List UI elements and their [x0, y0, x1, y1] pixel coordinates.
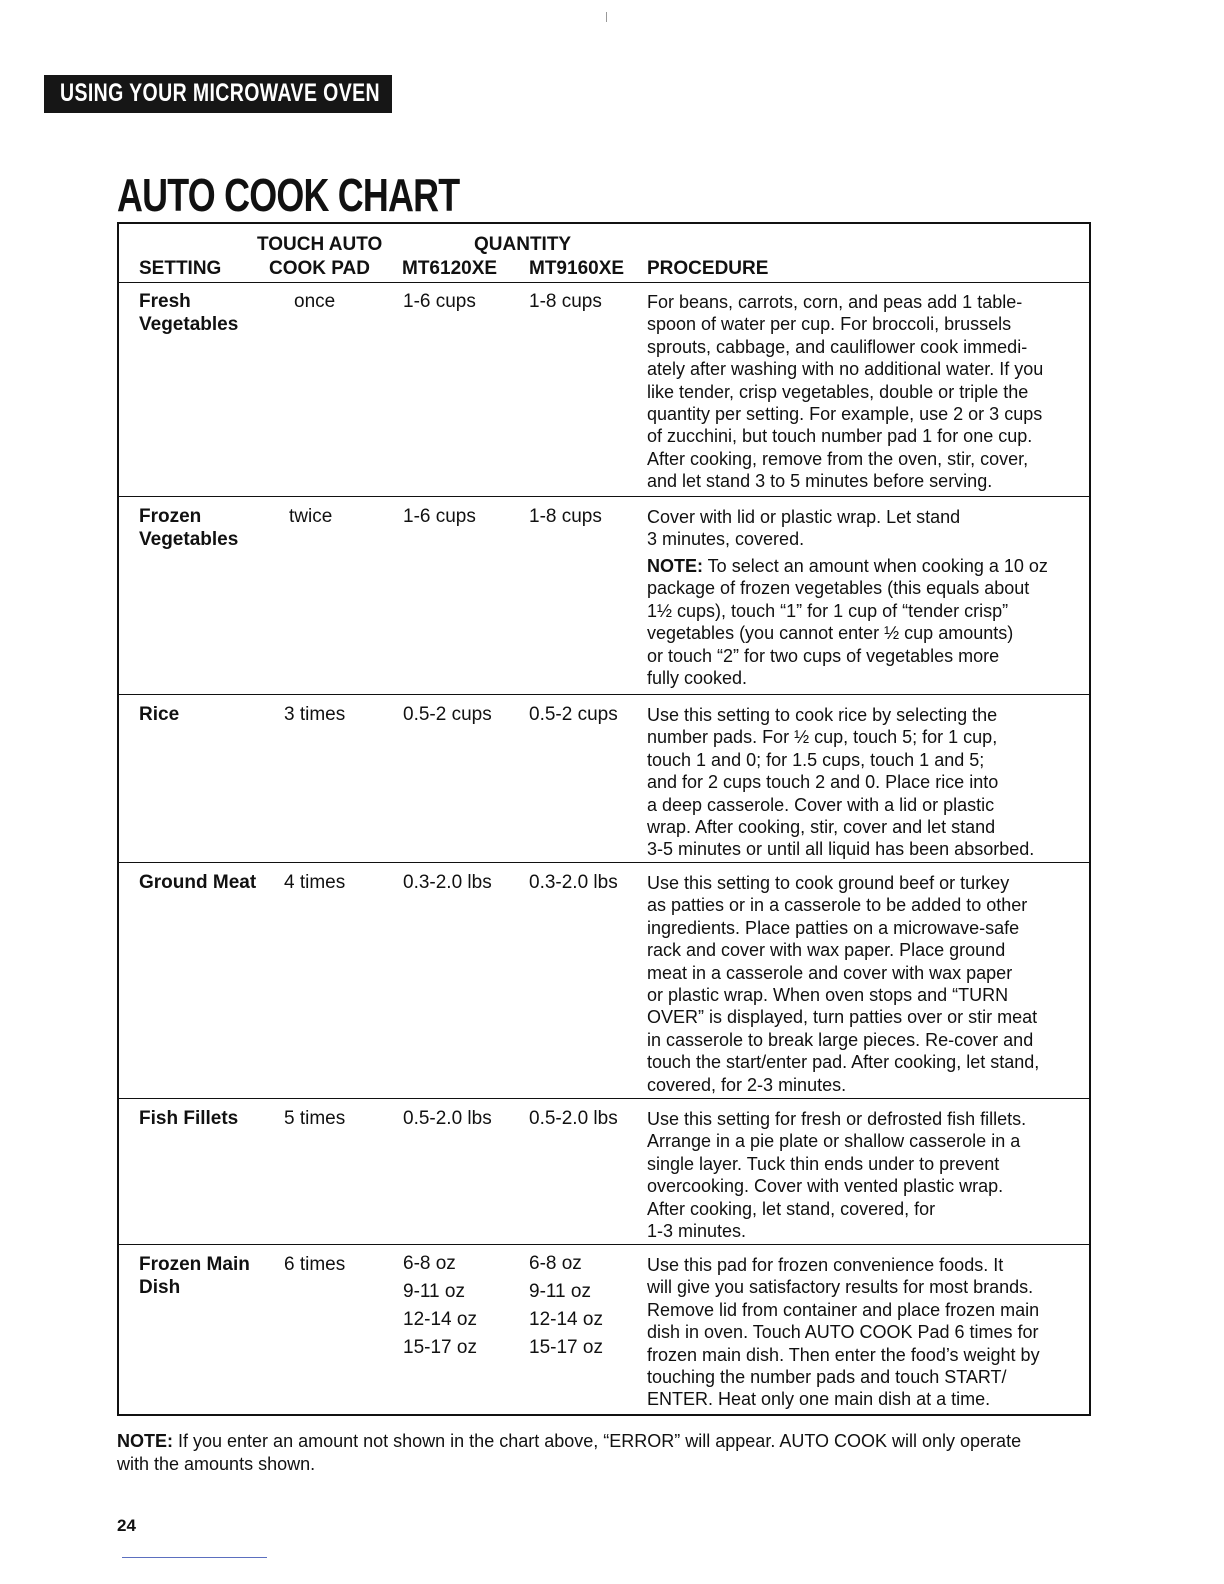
- footnote-label: NOTE:: [117, 1431, 173, 1451]
- note-text: To select an amount when cooking a 10 oz package of frozen vegetables (this equals about 1½ cups), touch “1” for 1 cup of “tender crisp” vegetables (you cannot enter ½ cup amounts) or touch “2” for two cups of vegetables more fully cooked.: [647, 556, 1048, 689]
- row-qty-b: 0.5-2 cups: [529, 704, 618, 725]
- header-model-a: MT6120XE: [402, 258, 498, 279]
- row-procedure: Use this setting for fresh or defrosted fish fillets. Arrange in a pie plate or shallow casserole in a single layer. Tuck thin ends under to prevent overcooking. Cover with vented plastic wrap. After cooking, let stand, covered, for 1-3 minutes.: [647, 1109, 1027, 1242]
- header-model-b: MT9160XE: [529, 258, 625, 279]
- row-divider: [119, 1098, 1089, 1099]
- row-pad: 6 times: [284, 1254, 346, 1275]
- row-setting: Ground Meat: [139, 872, 257, 893]
- footer-rule: [122, 1557, 267, 1558]
- row-pad: 4 times: [284, 872, 346, 893]
- row-qty-b: 0.5-2.0 lbs: [529, 1108, 618, 1129]
- qty-a-item: 15-17 oz: [403, 1337, 477, 1358]
- row-qty-a: 0.3-2.0 lbs: [403, 872, 492, 893]
- row-note: [647, 555, 1087, 689]
- header-procedure: PROCEDURE: [647, 258, 769, 279]
- header-touch-auto: TOUCH AUTO: [257, 234, 383, 255]
- section-banner: [44, 75, 392, 113]
- row-qty-a-list: [403, 1250, 477, 1362]
- note-label: NOTE:: [647, 556, 703, 576]
- row-qty-b: 0.3-2.0 lbs: [529, 872, 618, 893]
- row-qty-a: 1-6 cups: [403, 291, 476, 312]
- qty-b-item: 12-14 oz: [529, 1309, 603, 1330]
- qty-a-item: 9-11 oz: [403, 1281, 465, 1302]
- row-pad: 3 times: [284, 704, 346, 725]
- header-setting: SETTING: [139, 258, 222, 279]
- row-divider: [119, 1244, 1089, 1245]
- row-qty-b: 1-8 cups: [529, 506, 602, 527]
- row-procedure: Use this pad for frozen convenience foods. It will give you satisfactory results for most brands. Remove lid from container and place frozen main dish in oven. Touch AUTO COOK Pad 6 times for frozen main dish. Then enter the food’s weight by touching the number pads and touch START/ ENTER. Heat only one main dish at a time.: [647, 1255, 1040, 1410]
- qty-b-item: 9-11 oz: [529, 1281, 591, 1302]
- row-divider: [119, 282, 1089, 283]
- row-divider: [119, 496, 1089, 497]
- header-quantity: QUANTITY: [474, 234, 572, 255]
- footnote-text: If you enter an amount not shown in the chart above, “ERROR” will appear. AUTO COOK will only operate with the amounts shown.: [117, 1431, 1022, 1474]
- row-pad: once: [294, 291, 336, 312]
- row-procedure: For beans, carrots, corn, and peas add 1 table- spoon of water per cup. For broccoli, brussels sprouts, cabbage, and cauliflower cook immedi- ately after washing with no additional water. If you like tender, crisp vegetables, double or triple the quantity per setting. For example, use 2 or 3 cups of zucchini, but touch number pad 1 for one cup. After cooking, remove from the oven, stir, cover, and let stand 3 to 5 minutes before serving.: [647, 292, 1044, 492]
- row-setting: Fresh Vegetables: [139, 291, 239, 335]
- row-qty-b: 1-8 cups: [529, 291, 602, 312]
- row-pad: twice: [289, 506, 333, 527]
- footnote: [117, 1430, 1037, 1475]
- row-procedure: Use this setting to cook rice by selecting the number pads. For ½ cup, touch 5; for 1 cup, touch 1 and 0; for 1.5 cups, touch 1 and 5; and for 2 cups touch 2 and 0. Place rice into a deep casserole. Cover with a lid or plastic wrap. After cooking, stir, cover and let stand 3-5 minutes or until all liquid has been absorbed.: [647, 705, 1035, 860]
- scan-mark: [606, 12, 607, 22]
- row-qty-b-list: [529, 1250, 603, 1362]
- page-title: AUTO COOK CHART: [117, 169, 460, 221]
- row-setting: Rice: [139, 704, 180, 725]
- row-setting: Frozen Main Dish: [139, 1254, 250, 1298]
- section-banner-text: USING YOUR MICROWAVE OVEN: [60, 79, 380, 107]
- qty-a-item: 12-14 oz: [403, 1309, 477, 1330]
- qty-a-item: 6-8 oz: [403, 1253, 456, 1274]
- row-setting: Fish Fillets: [139, 1108, 239, 1129]
- row-pad: 5 times: [284, 1108, 346, 1129]
- auto-cook-table: [117, 222, 1091, 1416]
- page-number: 24: [117, 1516, 136, 1535]
- row-setting: Frozen Vegetables: [139, 506, 239, 550]
- row-procedure: Cover with lid or plastic wrap. Let stand 3 minutes, covered.: [647, 507, 961, 550]
- row-divider: [119, 694, 1089, 695]
- row-divider: [119, 862, 1089, 863]
- row-procedure: Use this setting to cook ground beef or turkey as patties or in a casserole to be added to other ingredients. Place patties on a microwave-safe rack and cover with wax paper. Place ground meat in a casserole and cover with wax paper or plastic wrap. When oven stops and “TURN OVER” is displayed, turn patties over or stir meat in casserole to break large pieces. Re-cover and touch the start/enter pad. After cooking, let stand, covered, for 2-3 minutes.: [647, 873, 1040, 1095]
- row-qty-a: 0.5-2.0 lbs: [403, 1108, 492, 1129]
- header-cook-pad: COOK PAD: [269, 258, 370, 279]
- row-qty-a: 1-6 cups: [403, 506, 476, 527]
- row-qty-a: 0.5-2 cups: [403, 704, 492, 725]
- qty-b-item: 15-17 oz: [529, 1337, 603, 1358]
- qty-b-item: 6-8 oz: [529, 1253, 582, 1274]
